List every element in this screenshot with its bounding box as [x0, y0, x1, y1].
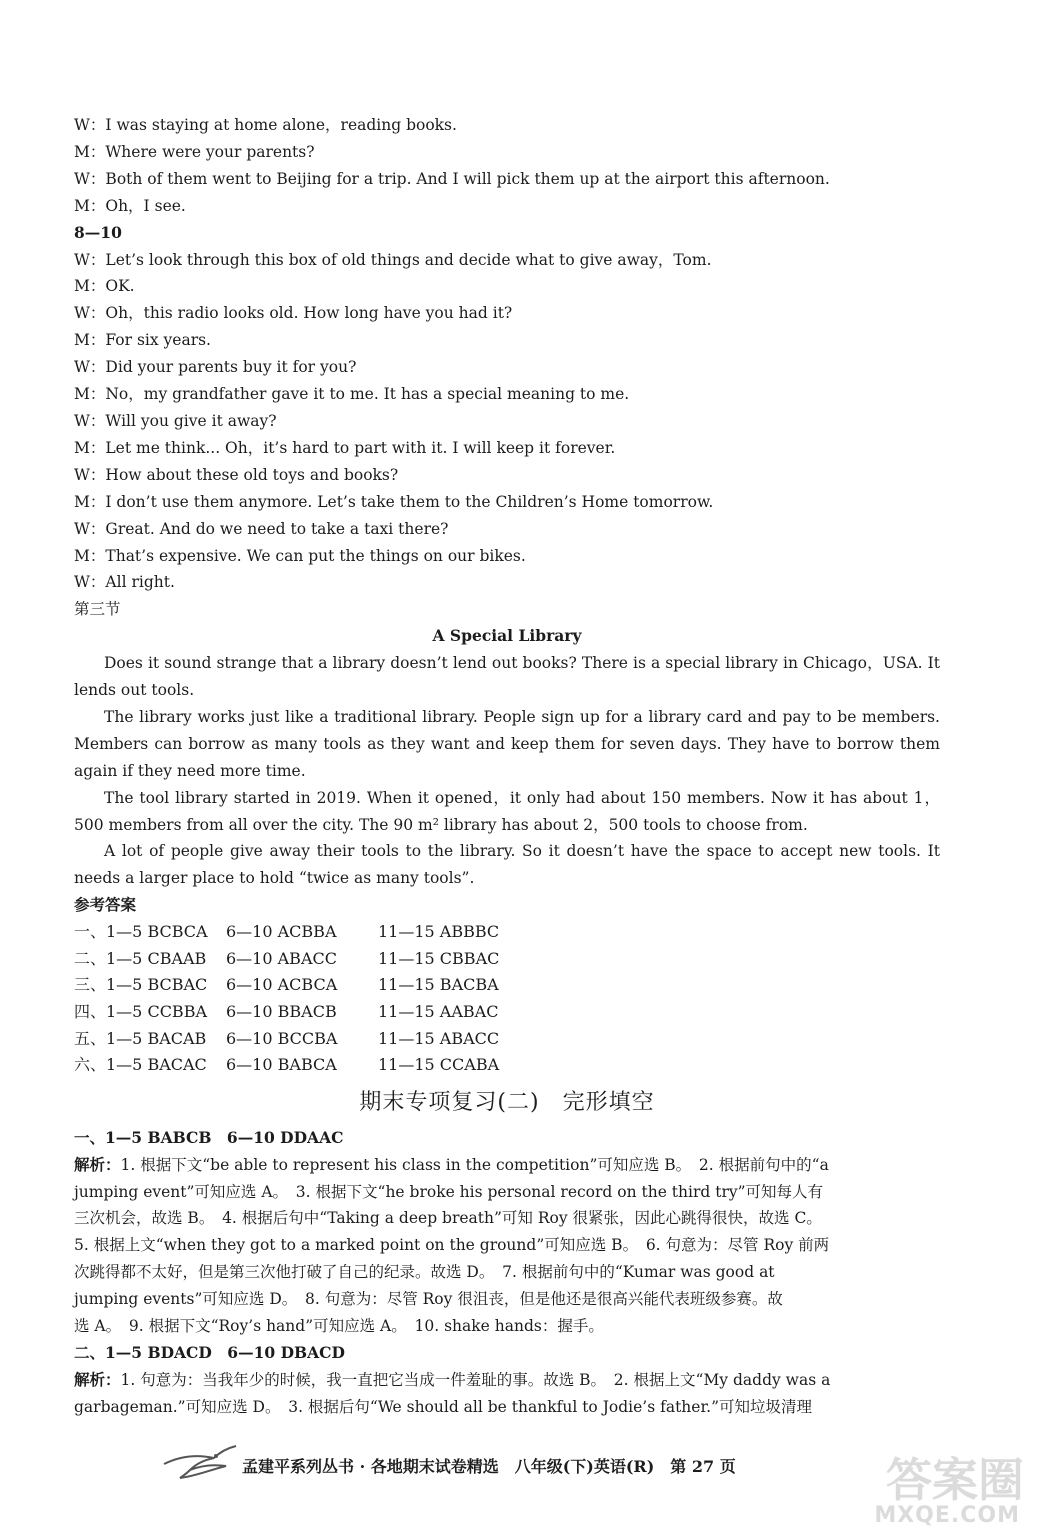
dialogue-line: W：Will you give it away? — [74, 411, 277, 430]
explanation-line: 5. 根据上文“when they got to a marked point on the ground”可知应选 B。 6. 句意为：尽管 Roy 前两 — [74, 1236, 830, 1255]
answer-cell: 11—15 CCABA — [378, 1055, 500, 1075]
answer-cell: 11—15 ABBBC — [378, 922, 500, 942]
swallow-logo-icon — [160, 1434, 240, 1482]
answer-cell: 11—15 AABAC — [378, 1001, 499, 1021]
answer-cell: 6—10 ABACC — [226, 948, 337, 968]
dialogue-line: W：All right. — [74, 573, 175, 592]
answer-cell: 六、1—5 BACAC — [74, 1055, 207, 1075]
dialogue-line: M：No，my grandfather gave it to me. It has a special meaning to me. — [74, 385, 630, 404]
dialogue-line: M：Where were your parents? — [74, 142, 315, 161]
answer-row — [74, 1026, 940, 1053]
answer-cell: 6—10 ACBCA — [226, 975, 338, 995]
cloze-explanation-1 — [74, 1125, 940, 1340]
answer-cell: 一、1—5 BCBCA — [74, 922, 208, 942]
footer-text: 孟建平系列丛书 · 各地期末试卷精选 八年级(下)英语(R) 第 27 页 — [242, 1457, 736, 1476]
dialogue-b-label: 8—10 — [74, 222, 122, 242]
dialogue-line: W：Both of them went to Beijing for a trip. And I will pick them up at the airport this afternoon. — [74, 169, 830, 188]
explanation-line: jumping event”可知应选 A。 3. 根据下文“he broke his personal record on the third try”可知每人有 — [74, 1182, 824, 1201]
page-content — [74, 112, 940, 1421]
explanation-line: 三次机会，故选 B。 4. 根据后句中“Taking a deep breath”可知 Roy 很紧张，因此心跳得很快，故选 C。 — [74, 1209, 822, 1228]
dialogue-line: W：Did your parents buy it for you? — [74, 358, 357, 377]
dialogue-line: M：For six years. — [74, 331, 211, 350]
passage-paragraph: The library works just like a traditional library. People sign up for a library card and pay to be members. Members can borrow as many tools as they want and keep them for seven days. They have to borrow them again if they need more time. — [74, 707, 940, 780]
dialogue-line: M：OK. — [74, 277, 135, 296]
answer-cell: 11—15 CBBAC — [378, 948, 500, 968]
explanation-line: garbageman.”可知应选 D。 3. 根据后句“We should all be thankful to Jodie’s father.”可知垃圾清理 — [74, 1397, 813, 1416]
cloze-answer: 一、1—5 BABCB 6—10 DDAAC — [74, 1127, 344, 1147]
answer-cell: 三、1—5 BCBAC — [74, 975, 208, 995]
answer-cell: 二、1—5 CBAAB — [74, 948, 207, 968]
answer-cell: 五、1—5 BACAB — [74, 1028, 207, 1048]
dialogue-line: W：Oh，this radio looks old. How long have you had it? — [74, 304, 513, 323]
dialogue-b — [74, 247, 940, 597]
explanation-text: 1. 根据下文“be able to represent his class in the competition”可知应选 B。 2. 根据前句中的“a — [120, 1155, 829, 1174]
explanation-line: 次跳得都不太好，但是第三次他打破了自己的纪录。故选 D。 7. 根据前句中的“Kumar was good at — [74, 1263, 775, 1282]
answer-row — [74, 1052, 940, 1079]
passage-title: A Special Library — [432, 626, 582, 646]
answer-cell: 6—10 BCCBA — [226, 1028, 338, 1048]
cloze-explanation-2 — [74, 1340, 940, 1421]
dialogue-line: W：Great. And do we need to take a taxi there? — [74, 519, 449, 538]
answer-row — [74, 999, 940, 1026]
page-footer — [150, 1448, 910, 1482]
passage-paragraph: Does it sound strange that a library doesn’t lend out books? There is a special library in Chicago，USA. It lends out tools. — [74, 654, 940, 700]
answer-cell: 6—10 BBACB — [226, 1001, 337, 1021]
passage-paragraph: The tool library started in 2019. When it opened，it only had about 150 members. Now it has about 1，500 members from all over the city. The 90 m² library has about 2，500 tools to choose from. — [74, 788, 940, 834]
watermark-logo-text: 答案圈 — [886, 1453, 1024, 1507]
answer-cell: 6—10 ACBBA — [226, 922, 337, 942]
answer-cell: 11—15 BACBA — [378, 975, 499, 995]
dialogue-line: W：I was staying at home alone，reading books. — [74, 116, 457, 134]
explanation-label: 解析： — [74, 1154, 121, 1174]
answer-cell: 11—15 ABACC — [378, 1028, 500, 1048]
explanation-line: jumping events”可知应选 D。 8. 句意为：尽管 Roy 很沮丧，但是他还是很高兴能代表班级参赛。故 — [74, 1290, 783, 1309]
explanation-line: 选 A。 9. 根据下文“Roy’s hand”可知应选 A。 10. shake hands：握手。 — [74, 1317, 604, 1336]
section3-label: 第三节 — [74, 600, 121, 619]
explanation-text: 1. 句意为：当我年少的时候，我一直把它当成一件羞耻的事。故选 B。 2. 根据上文“My daddy was a — [120, 1370, 831, 1389]
explanation-line — [74, 1152, 940, 1179]
explanation-line — [74, 1367, 940, 1394]
dialogue-line: M：Oh，I see. — [74, 196, 186, 215]
watermark — [864, 1444, 1034, 1528]
answer-row — [74, 946, 940, 973]
answer-cell: 6—10 BABCA — [226, 1055, 337, 1075]
answer-cell: 四、1—5 CCBBA — [74, 1001, 208, 1021]
dialogue-line: M：Let me think... Oh，it’s hard to part with it. I will keep it forever. — [74, 438, 616, 457]
answers-label: 参考答案 — [74, 895, 137, 915]
dialogue-line: M：That’s expensive. We can put the things on our bikes. — [74, 546, 526, 565]
dialogue-a — [74, 112, 940, 220]
answer-row — [74, 919, 940, 946]
dialogue-line: W：How about these old toys and books? — [74, 465, 399, 484]
section-title: 期末专项复习(二) 完形填空 — [359, 1089, 655, 1115]
explanation-label: 解析： — [74, 1369, 121, 1389]
dialogue-line: M：I don’t use them anymore. Let’s take them to the Children’s Home tomorrow. — [74, 492, 714, 511]
watermark-url: MXQE.COM — [874, 1503, 1020, 1528]
cloze-answer: 二、1—5 BDACD 6—10 DBACD — [74, 1343, 345, 1362]
answer-row — [74, 972, 940, 999]
dialogue-line: W：Let’s look through this box of old things and decide what to give away，Tom. — [74, 250, 712, 269]
passage-paragraph: A lot of people give away their tools to the library. So it doesn’t have the space to accept new tools. It needs a larger place to hold “twice as many tools”. — [74, 842, 940, 888]
answer-table — [74, 919, 940, 1079]
